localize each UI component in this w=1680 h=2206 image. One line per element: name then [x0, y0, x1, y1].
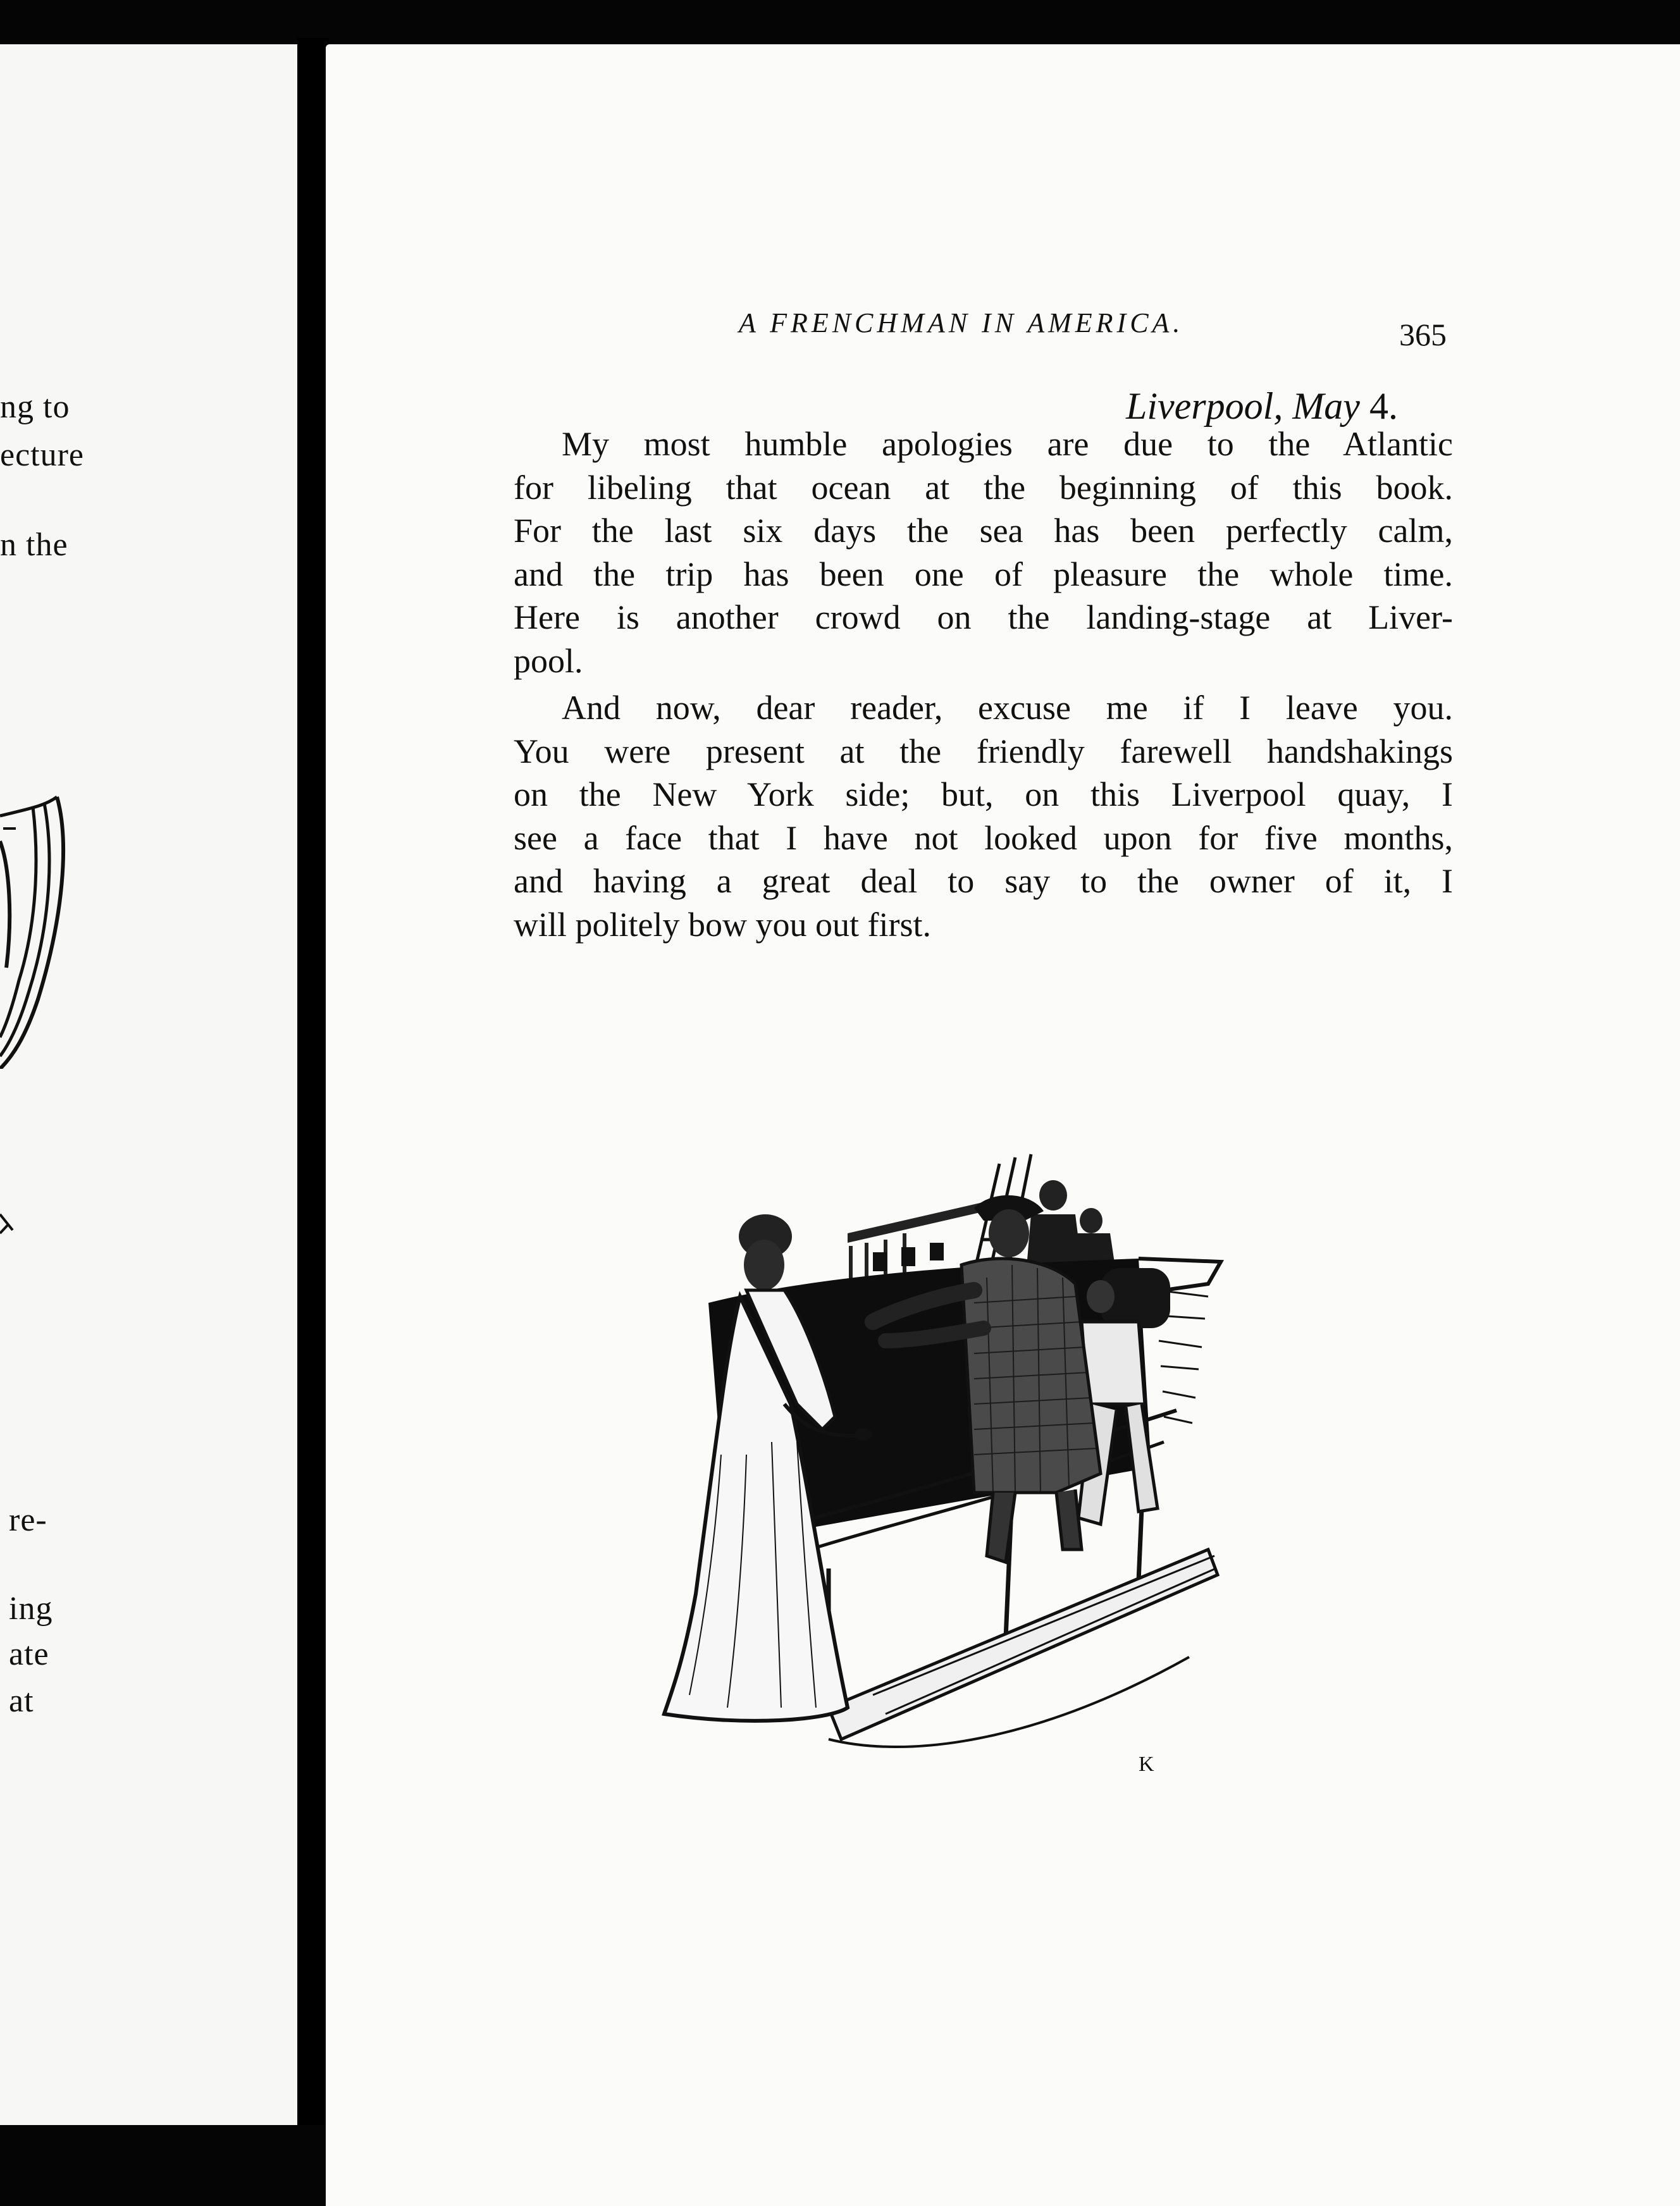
- left-text-fragment: ng to: [0, 389, 70, 425]
- right-page: [326, 44, 1680, 2206]
- left-text-fragment: ing: [9, 1591, 53, 1627]
- left-text-fragment: at: [9, 1683, 34, 1719]
- left-illustration-fragment: [0, 791, 82, 1069]
- porter-figure: [1078, 1268, 1170, 1524]
- left-illustration-mark: [0, 1195, 25, 1246]
- book-gutter: [297, 38, 329, 2125]
- page-number: 365: [1399, 317, 1447, 352]
- text-line: And now, dear reader, excuse me if I leave you.: [562, 689, 1453, 727]
- text-line: My most humble apologies are due to the Atlantic: [562, 425, 1453, 463]
- paragraph: [514, 422, 1453, 682]
- dateline-day: 4.: [1369, 385, 1398, 427]
- left-text-fragment: ecture: [0, 437, 85, 473]
- text-line: and the trip has been one of pleasure the whole time.: [514, 555, 1453, 593]
- text-line: For the last six days the sea has been perfectly calm,: [514, 512, 1453, 550]
- left-text-fragment: ate: [9, 1636, 49, 1672]
- text-line: will politely bow you out first.: [514, 905, 931, 944]
- running-head: A FRENCHMAN IN AMERICA.: [739, 307, 1184, 338]
- text-line: and having a great deal to say to the owner of it, I: [514, 862, 1453, 900]
- text-line: Here is another crowd on the landing-stage at Liver-: [514, 598, 1453, 636]
- landing-stage-illustration: [620, 1138, 1303, 1784]
- text-line: for libeling that ocean at the beginning of this book.: [514, 468, 1453, 507]
- body-text: [514, 422, 1453, 946]
- dateline-place: Liverpool, May: [1126, 385, 1360, 427]
- text-line: You were present at the friendly farewell handshakings: [514, 732, 1453, 770]
- left-text-fragment: n the: [0, 527, 68, 563]
- text-line: see a face that I have not looked upon for five months,: [514, 818, 1453, 857]
- engraver-signature: K: [1139, 1753, 1154, 1776]
- paragraph: [514, 686, 1453, 946]
- left-text-fragment: re-: [9, 1502, 47, 1538]
- left-page: [0, 44, 297, 2125]
- dateline: [1126, 385, 1398, 428]
- text-line: on the New York side; but, on this Liverpool quay, I: [514, 775, 1453, 813]
- text-line: pool.: [514, 641, 583, 680]
